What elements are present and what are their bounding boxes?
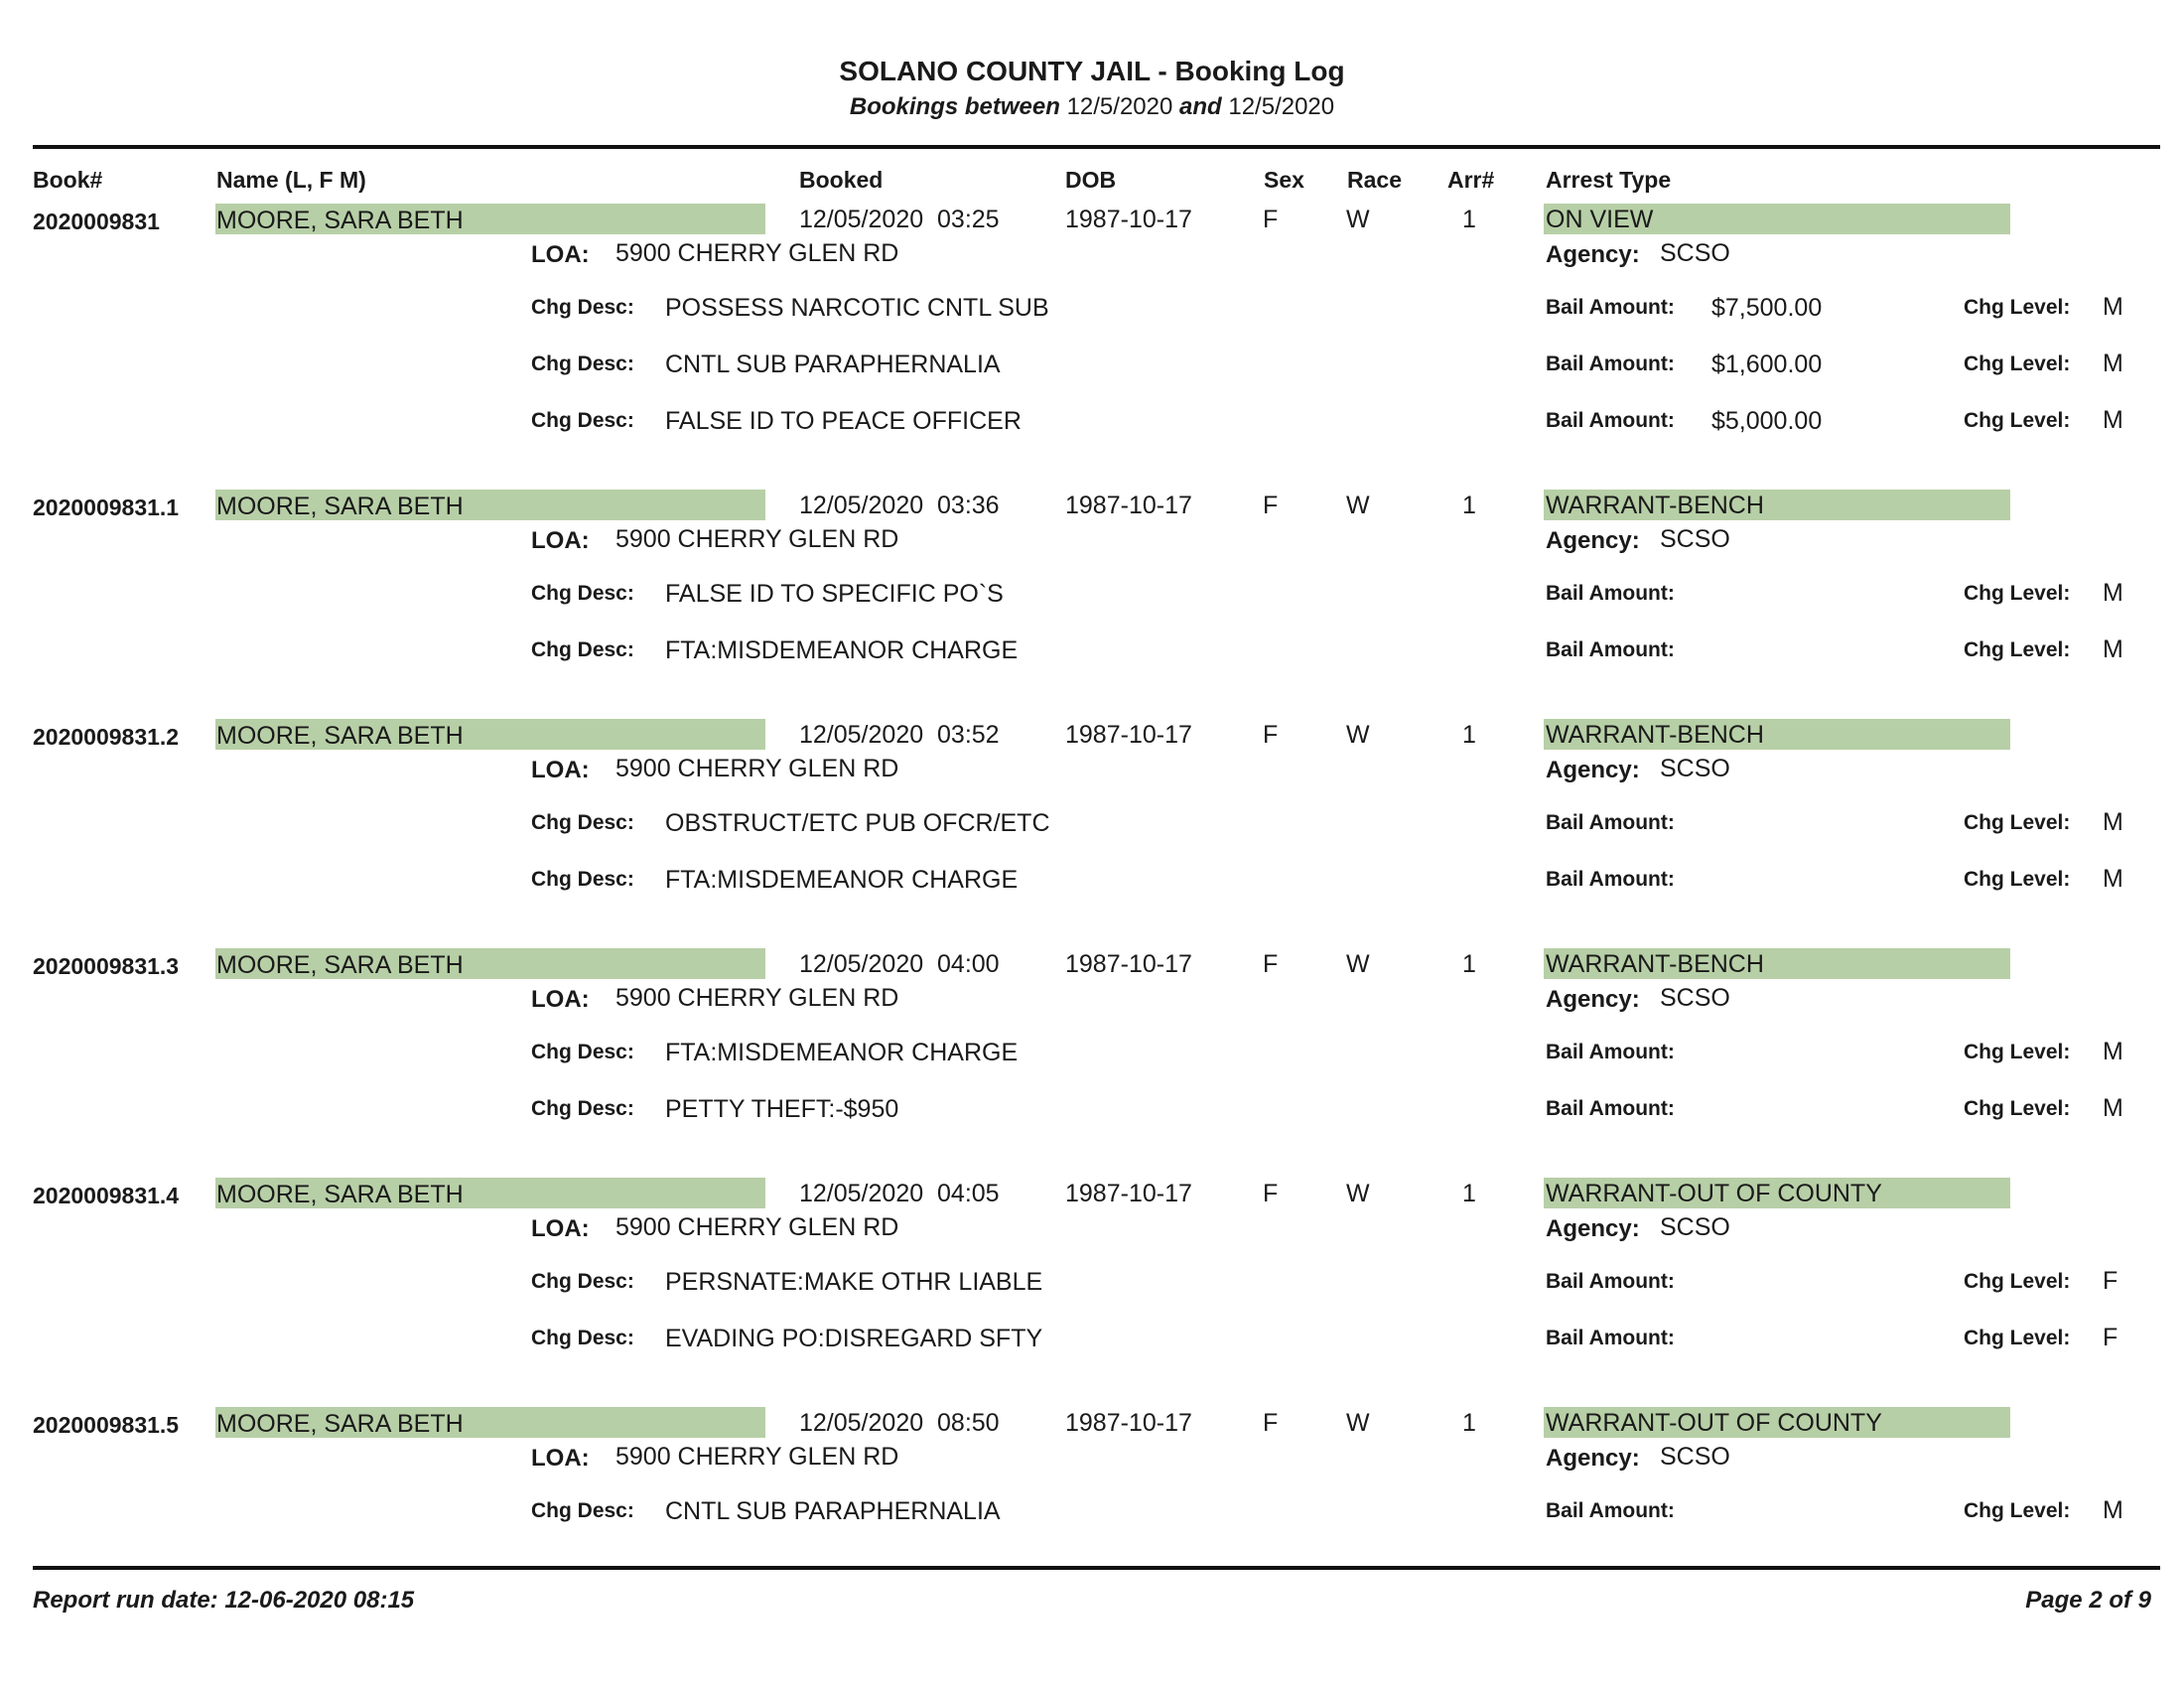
arrest-type: WARRANT-OUT OF COUNTY: [1546, 1409, 1882, 1437]
booked-datetime: 12/05/2020 04:00: [799, 950, 1000, 978]
bail-amount-label: Bail Amount:: [1546, 409, 1675, 432]
sex: F: [1263, 721, 1279, 749]
inmate-name: MOORE, SARA BETH: [216, 1181, 464, 1208]
arrest-number: 1: [1462, 206, 1476, 233]
chg-desc-value: PETTY THEFT:-$950: [665, 1095, 899, 1123]
sex: F: [1263, 950, 1279, 978]
chg-level-value: M: [2103, 293, 2123, 321]
bail-amount-label: Bail Amount:: [1546, 1327, 1675, 1349]
arrest-type: WARRANT-OUT OF COUNTY: [1546, 1180, 1882, 1207]
loa-value: 5900 CHERRY GLEN RD: [615, 1443, 899, 1471]
chg-level-value: F: [2103, 1324, 2118, 1351]
chg-desc-value: CNTL SUB PARAPHERNALIA: [665, 1497, 1001, 1525]
agency-value: SCSO: [1660, 1443, 1730, 1471]
col-dob: DOB: [1065, 167, 1117, 193]
sex: F: [1263, 1180, 1279, 1207]
subtitle-mid: and: [1179, 93, 1222, 120]
chg-desc-label: Chg Desc:: [531, 409, 634, 432]
chg-desc-value: FALSE ID TO SPECIFIC PO`S: [665, 580, 1004, 608]
chg-level-value: M: [2103, 1038, 2123, 1065]
race: W: [1346, 206, 1370, 233]
agency-value: SCSO: [1660, 525, 1730, 553]
loa-label: LOA:: [531, 986, 590, 1013]
date-to: 12/5/2020: [1228, 93, 1335, 120]
chg-level-label: Chg Level:: [1964, 582, 2071, 605]
col-arr: Arr#: [1447, 167, 1495, 193]
arrest-number: 1: [1462, 950, 1476, 978]
col-name: Name (L, F M): [216, 167, 366, 193]
sex: F: [1263, 206, 1279, 233]
book-number: 2020009831.5: [33, 1412, 180, 1438]
chg-desc-label: Chg Desc:: [531, 582, 634, 605]
chg-level-label: Chg Level:: [1964, 1097, 2071, 1120]
chg-desc-value: PERSNATE:MAKE OTHR LIABLE: [665, 1268, 1043, 1296]
chg-desc-label: Chg Desc:: [531, 811, 634, 834]
arrest-number: 1: [1462, 1409, 1476, 1437]
chg-desc-value: FTA:MISDEMEANOR CHARGE: [665, 636, 1019, 664]
subtitle-prefix: Bookings between: [849, 93, 1060, 120]
page-number: Page 2 of 9: [2025, 1587, 2151, 1614]
arrest-type: WARRANT-BENCH: [1546, 950, 1764, 978]
race: W: [1346, 1180, 1370, 1207]
report-title: SOLANO COUNTY JAIL - Booking Log: [839, 56, 1345, 86]
loa-value: 5900 CHERRY GLEN RD: [615, 239, 899, 267]
chg-desc-label: Chg Desc:: [531, 868, 634, 891]
chg-level-label: Chg Level:: [1964, 296, 2071, 319]
dob: 1987-10-17: [1065, 721, 1192, 749]
footer-rule: [33, 1566, 2160, 1570]
bail-amount-label: Bail Amount:: [1546, 1097, 1675, 1120]
chg-level-value: M: [2103, 1496, 2123, 1524]
book-number: 2020009831.3: [33, 953, 180, 979]
loa-label: LOA:: [531, 241, 590, 268]
race: W: [1346, 950, 1370, 978]
dob: 1987-10-17: [1065, 1409, 1192, 1437]
chg-desc-value: FTA:MISDEMEANOR CHARGE: [665, 866, 1019, 894]
chg-desc-label: Chg Desc:: [531, 1327, 634, 1349]
bail-amount-label: Bail Amount:: [1546, 1499, 1675, 1522]
chg-desc-value: FTA:MISDEMEANOR CHARGE: [665, 1039, 1019, 1066]
race: W: [1346, 492, 1370, 519]
chg-level-label: Chg Level:: [1964, 352, 2071, 375]
arrest-number: 1: [1462, 721, 1476, 749]
dob: 1987-10-17: [1065, 1180, 1192, 1207]
booked-datetime: 12/05/2020 08:50: [799, 1409, 1000, 1437]
inmate-name: MOORE, SARA BETH: [216, 492, 464, 520]
date-from: 12/5/2020: [1066, 93, 1173, 120]
bail-amount-value: $5,000.00: [1711, 407, 1823, 435]
chg-desc-value: FALSE ID TO PEACE OFFICER: [665, 407, 1022, 435]
agency-label: Agency:: [1546, 1215, 1640, 1242]
bail-amount-value: $7,500.00: [1711, 294, 1823, 322]
sex: F: [1263, 492, 1279, 519]
book-number: 2020009831.4: [33, 1183, 180, 1208]
report-subtitle: [0, 93, 2184, 121]
chg-level-value: M: [2103, 350, 2123, 377]
sex: F: [1263, 1409, 1279, 1437]
chg-level-label: Chg Level:: [1964, 638, 2071, 661]
chg-desc-label: Chg Desc:: [531, 1270, 634, 1293]
bail-amount-label: Bail Amount:: [1546, 296, 1675, 319]
chg-level-value: M: [2103, 406, 2123, 434]
agency-value: SCSO: [1660, 239, 1730, 267]
inmate-name: MOORE, SARA BETH: [216, 207, 464, 234]
dob: 1987-10-17: [1065, 950, 1192, 978]
col-arrest-type: Arrest Type: [1546, 167, 1672, 193]
arrest-type: WARRANT-BENCH: [1546, 721, 1764, 749]
loa-value: 5900 CHERRY GLEN RD: [615, 984, 899, 1012]
arrest-type: WARRANT-BENCH: [1546, 492, 1764, 519]
chg-desc-label: Chg Desc:: [531, 1499, 634, 1522]
chg-level-label: Chg Level:: [1964, 868, 2071, 891]
book-number: 2020009831.2: [33, 724, 180, 750]
arrest-number: 1: [1462, 1180, 1476, 1207]
chg-desc-label: Chg Desc:: [531, 1097, 634, 1120]
bail-amount-label: Bail Amount:: [1546, 868, 1675, 891]
chg-level-value: M: [2103, 635, 2123, 663]
agency-label: Agency:: [1546, 986, 1640, 1013]
header-rule: [33, 145, 2160, 149]
bail-amount-label: Bail Amount:: [1546, 811, 1675, 834]
chg-desc-value: POSSESS NARCOTIC CNTL SUB: [665, 294, 1049, 322]
inmate-name: MOORE, SARA BETH: [216, 722, 464, 750]
loa-label: LOA:: [531, 757, 590, 783]
booked-datetime: 12/05/2020 03:52: [799, 721, 1000, 749]
dob: 1987-10-17: [1065, 492, 1192, 519]
loa-value: 5900 CHERRY GLEN RD: [615, 755, 899, 782]
chg-level-label: Chg Level:: [1964, 409, 2071, 432]
bail-amount-label: Bail Amount:: [1546, 582, 1675, 605]
chg-level-value: M: [2103, 808, 2123, 836]
chg-desc-label: Chg Desc:: [531, 638, 634, 661]
col-race: Race: [1347, 167, 1402, 193]
book-number: 2020009831: [33, 209, 160, 234]
book-number: 2020009831.1: [33, 494, 180, 520]
chg-desc-label: Chg Desc:: [531, 296, 634, 319]
booked-datetime: 12/05/2020 04:05: [799, 1180, 1000, 1207]
loa-label: LOA:: [531, 1215, 590, 1242]
agency-label: Agency:: [1546, 1445, 1640, 1472]
chg-level-label: Chg Level:: [1964, 1270, 2071, 1293]
arrest-number: 1: [1462, 492, 1476, 519]
col-sex: Sex: [1264, 167, 1304, 193]
loa-value: 5900 CHERRY GLEN RD: [615, 1213, 899, 1241]
loa-label: LOA:: [531, 1445, 590, 1472]
agency-label: Agency:: [1546, 527, 1640, 554]
race: W: [1346, 721, 1370, 749]
chg-desc-value: OBSTRUCT/ETC PUB OFCR/ETC: [665, 809, 1050, 837]
chg-level-label: Chg Level:: [1964, 811, 2071, 834]
race: W: [1346, 1409, 1370, 1437]
inmate-name: MOORE, SARA BETH: [216, 1410, 464, 1438]
bail-amount-label: Bail Amount:: [1546, 1270, 1675, 1293]
chg-level-label: Chg Level:: [1964, 1041, 2071, 1063]
loa-label: LOA:: [531, 527, 590, 554]
bail-amount-value: $1,600.00: [1711, 351, 1823, 378]
chg-desc-value: EVADING PO:DISREGARD SFTY: [665, 1325, 1043, 1352]
col-book: Book#: [33, 167, 103, 193]
chg-level-label: Chg Level:: [1964, 1327, 2071, 1349]
arrest-type: ON VIEW: [1546, 206, 1654, 233]
report-run-date: Report run date: 12-06-2020 08:15: [33, 1587, 415, 1614]
col-booked: Booked: [799, 167, 884, 193]
bail-amount-label: Bail Amount:: [1546, 1041, 1675, 1063]
bail-amount-label: Bail Amount:: [1546, 638, 1675, 661]
chg-desc-value: CNTL SUB PARAPHERNALIA: [665, 351, 1001, 378]
booked-datetime: 12/05/2020 03:25: [799, 206, 1000, 233]
chg-level-value: M: [2103, 579, 2123, 607]
agency-value: SCSO: [1660, 755, 1730, 782]
chg-desc-label: Chg Desc:: [531, 352, 634, 375]
loa-value: 5900 CHERRY GLEN RD: [615, 525, 899, 553]
agency-value: SCSO: [1660, 984, 1730, 1012]
booked-datetime: 12/05/2020 03:36: [799, 492, 1000, 519]
chg-level-value: M: [2103, 865, 2123, 893]
inmate-name: MOORE, SARA BETH: [216, 951, 464, 979]
chg-desc-label: Chg Desc:: [531, 1041, 634, 1063]
agency-label: Agency:: [1546, 757, 1640, 783]
dob: 1987-10-17: [1065, 206, 1192, 233]
chg-level-value: M: [2103, 1094, 2123, 1122]
chg-level-value: F: [2103, 1267, 2118, 1295]
agency-label: Agency:: [1546, 241, 1640, 268]
chg-level-label: Chg Level:: [1964, 1499, 2071, 1522]
bail-amount-label: Bail Amount:: [1546, 352, 1675, 375]
agency-value: SCSO: [1660, 1213, 1730, 1241]
